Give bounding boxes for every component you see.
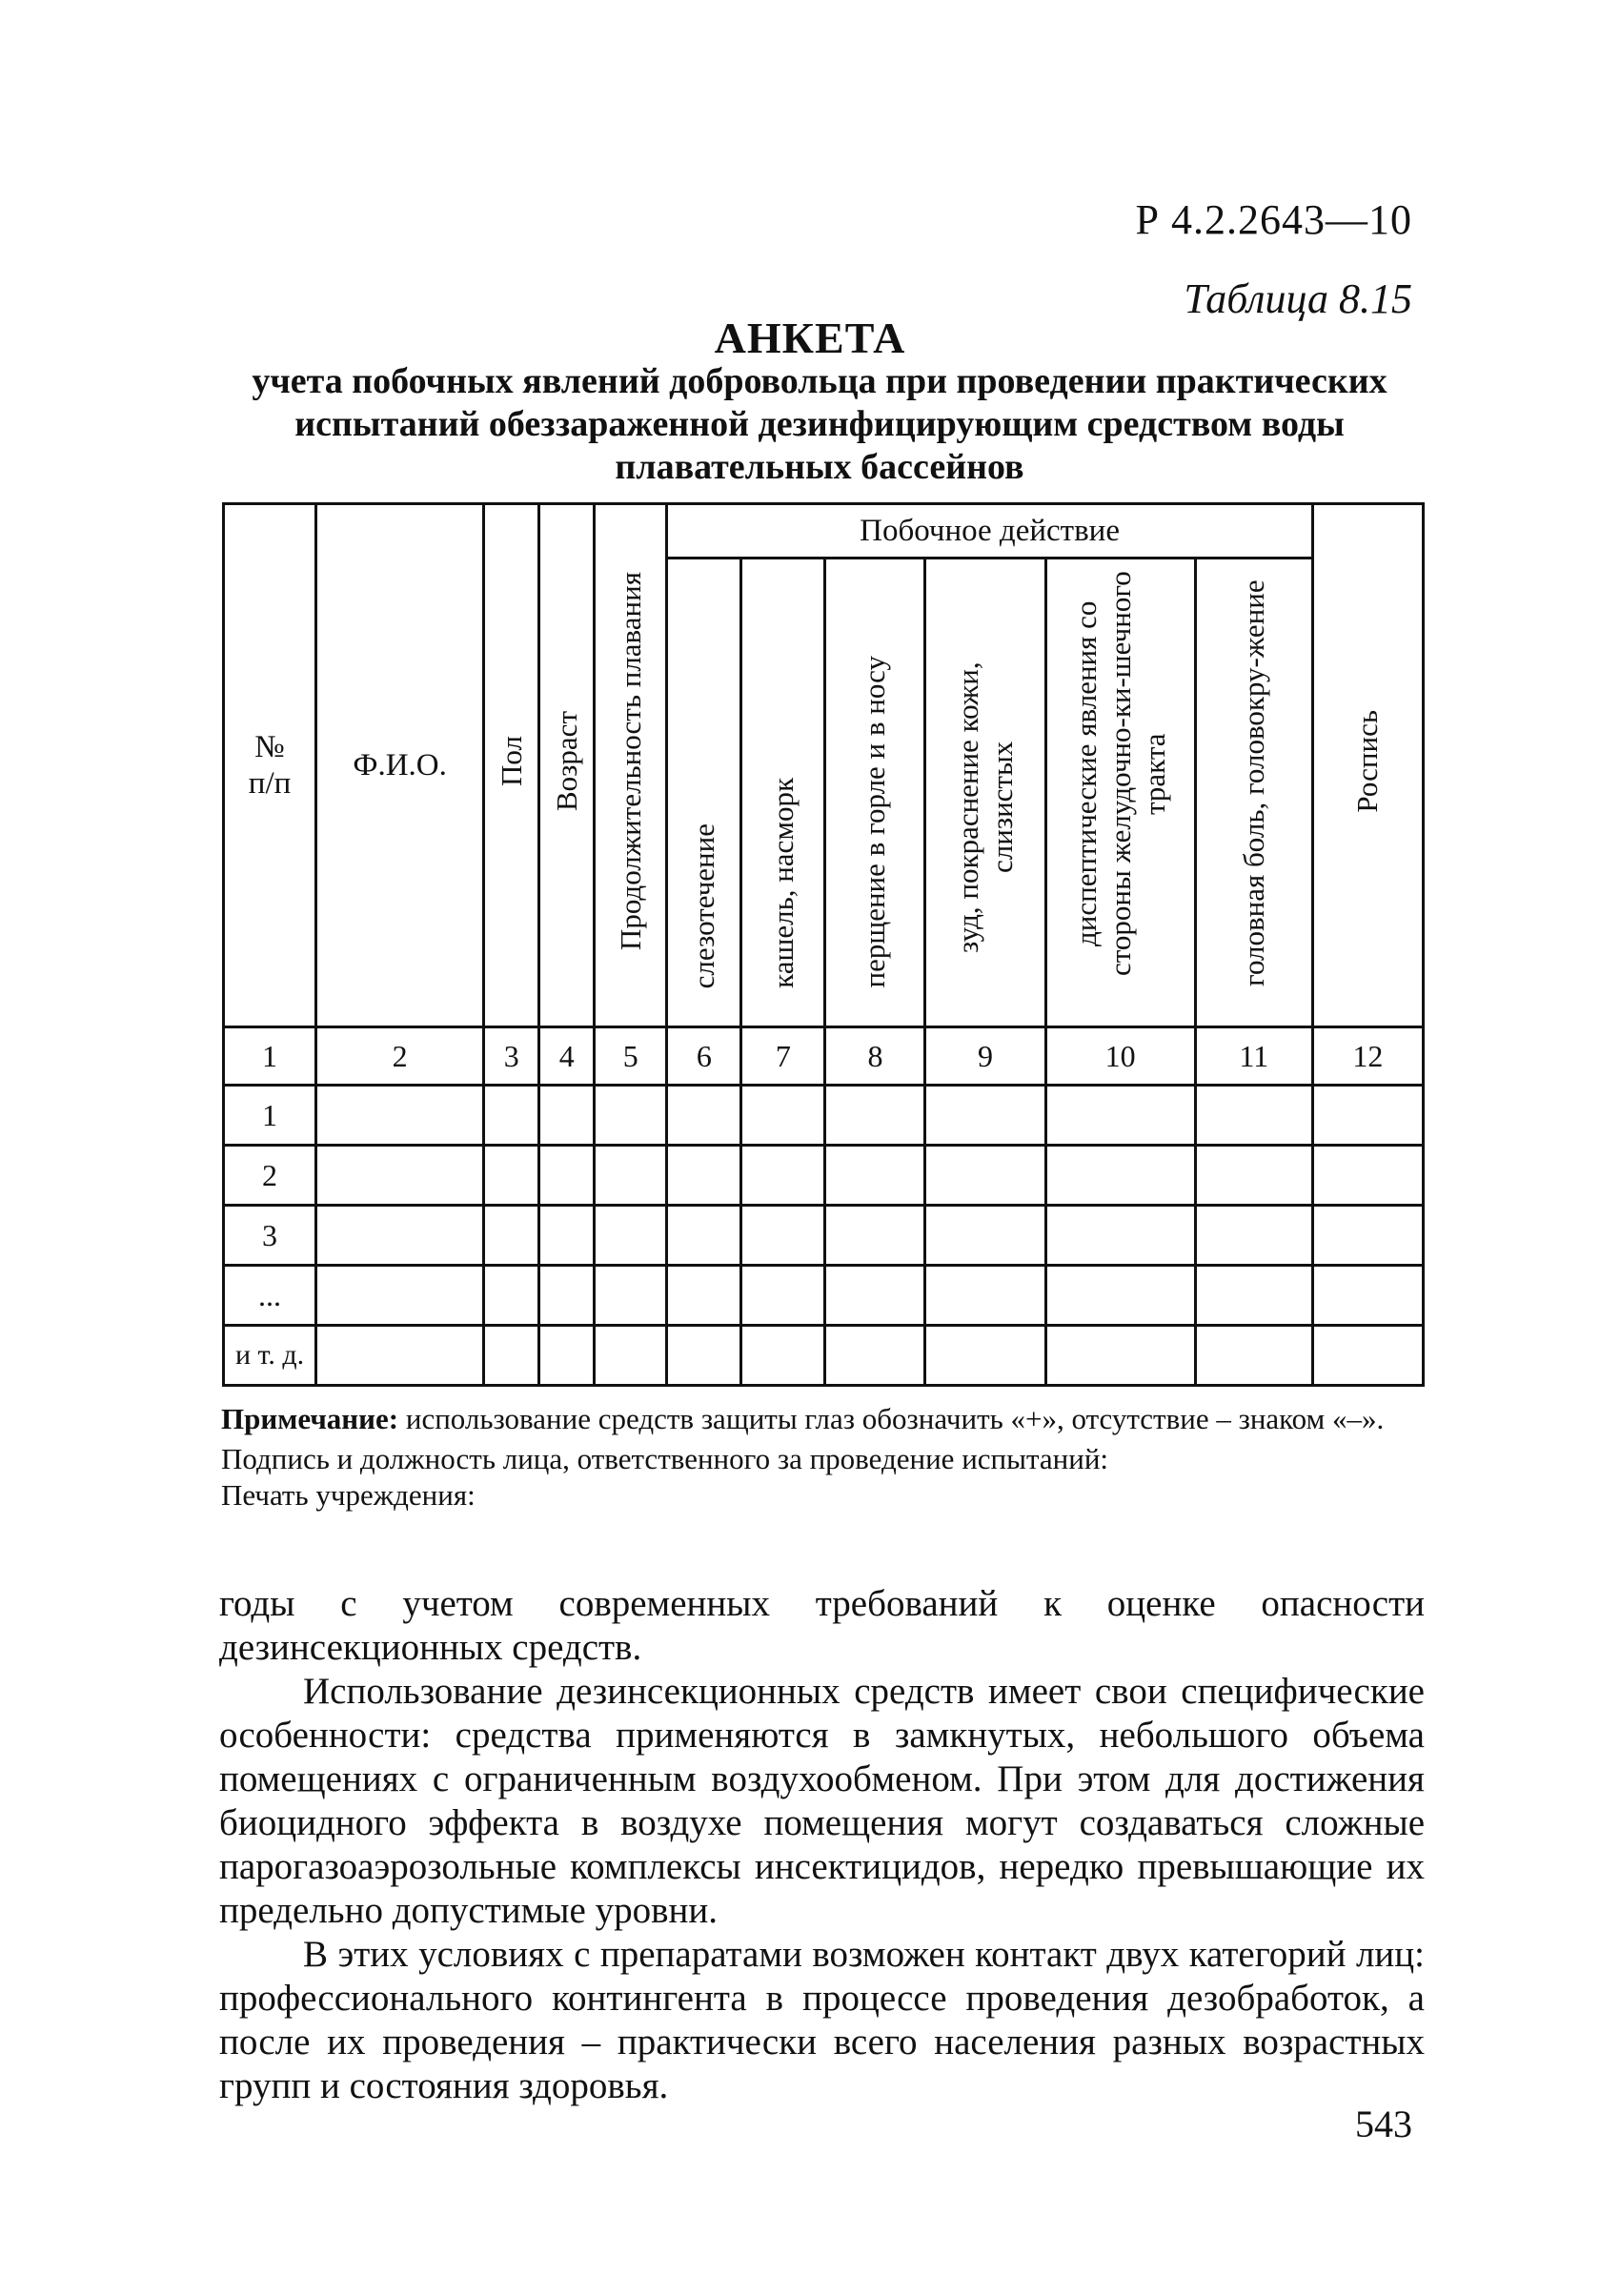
page-number: 543 bbox=[1355, 2103, 1412, 2145]
form-title: АНКЕТА bbox=[714, 314, 906, 362]
cell-se-2[interactable] bbox=[741, 1326, 825, 1386]
cell-duration[interactable] bbox=[595, 1146, 667, 1206]
document-code: Р 4.2.2643—10 bbox=[1135, 196, 1412, 243]
row-number: 2 bbox=[224, 1146, 316, 1206]
header-cell-sex bbox=[484, 504, 539, 1027]
note-label: Примечание: bbox=[221, 1402, 399, 1435]
header-se-5-label: диспептические явления со стороны желудочно-ки-шечного тракта bbox=[1068, 571, 1171, 977]
column-number: 2 bbox=[316, 1027, 484, 1086]
table-row bbox=[224, 1266, 1424, 1326]
cell-se-1[interactable] bbox=[667, 1326, 741, 1386]
cell-sex[interactable] bbox=[484, 1146, 539, 1206]
header-side-effects-label: Побочное действие bbox=[860, 513, 1120, 548]
row-number: 1 bbox=[224, 1086, 316, 1146]
row-number: ... bbox=[224, 1266, 316, 1326]
cell-se-1[interactable] bbox=[667, 1266, 741, 1326]
note-paragraph bbox=[221, 1401, 1422, 1437]
table-row bbox=[224, 1086, 1424, 1146]
cell-se-4[interactable] bbox=[925, 1086, 1045, 1146]
cell-se-4[interactable] bbox=[925, 1326, 1045, 1386]
cell-se-4[interactable] bbox=[925, 1146, 1045, 1206]
header-cell-se-1 bbox=[667, 559, 741, 1027]
header-se-6-label: головная боль, головокру-жение bbox=[1236, 579, 1270, 987]
cell-signature[interactable] bbox=[1312, 1326, 1423, 1386]
form-subtitle: учета побочных явлений добровольца при проведении практических испытаний обеззараженной дезинфицирующим средством воды плавательных бассейнов bbox=[252, 361, 1387, 487]
cell-fio[interactable] bbox=[316, 1206, 484, 1266]
column-number: 12 bbox=[1312, 1027, 1423, 1086]
header-cell-se-5 bbox=[1045, 559, 1195, 1027]
header-cell-age bbox=[539, 504, 595, 1027]
cell-sex[interactable] bbox=[484, 1206, 539, 1266]
header-cell-number bbox=[224, 504, 316, 1027]
cell-se-2[interactable] bbox=[741, 1146, 825, 1206]
column-number: 1 bbox=[224, 1027, 316, 1086]
header-cell-se-4 bbox=[925, 559, 1045, 1027]
header-cell-se-2 bbox=[741, 559, 825, 1027]
header-sex-label: Пол bbox=[494, 736, 528, 786]
header-se-3-label: перщение в горле и в носу bbox=[858, 656, 892, 988]
notes-block bbox=[221, 1401, 1422, 1514]
cell-age[interactable] bbox=[539, 1086, 595, 1146]
cell-signature[interactable] bbox=[1312, 1206, 1423, 1266]
header-cell-se-3 bbox=[825, 559, 925, 1027]
column-number: 8 bbox=[825, 1027, 925, 1086]
cell-se-4[interactable] bbox=[925, 1206, 1045, 1266]
column-number: 3 bbox=[484, 1027, 539, 1086]
cell-se-1[interactable] bbox=[667, 1206, 741, 1266]
cell-fio[interactable] bbox=[316, 1326, 484, 1386]
cell-se-5[interactable] bbox=[1045, 1146, 1195, 1206]
cell-sex[interactable] bbox=[484, 1266, 539, 1326]
cell-fio[interactable] bbox=[316, 1266, 484, 1326]
body-paragraph-2: Использование дезинсекционных средств имеет свои специфические особенности: средства применяются в замкнутых, небольшого объема помещениях с ограниченным воздухообменом. При этом для достижения биоцидного эффекта в воздухе помещения могут создаваться сложные парогазоаэрозольные комплексы инсектицидов, нередко превышающие их предельно допустимые уровни. bbox=[219, 1671, 1425, 1931]
body-text bbox=[219, 1582, 1425, 2108]
cell-fio[interactable] bbox=[316, 1086, 484, 1146]
cell-se-4[interactable] bbox=[925, 1266, 1045, 1326]
cell-sex[interactable] bbox=[484, 1086, 539, 1146]
cell-se-3[interactable] bbox=[825, 1146, 925, 1206]
cell-se-5[interactable] bbox=[1045, 1266, 1195, 1326]
questionnaire-table bbox=[222, 502, 1425, 1387]
body-paragraph-1: годы с учетом современных требований к оценке опасности дезинсекционных средств. bbox=[219, 1583, 1425, 1668]
cell-duration[interactable] bbox=[595, 1326, 667, 1386]
header-cell-duration bbox=[595, 504, 667, 1027]
cell-duration[interactable] bbox=[595, 1266, 667, 1326]
header-cell-se-6 bbox=[1195, 559, 1312, 1027]
cell-se-6[interactable] bbox=[1195, 1266, 1312, 1326]
header-cell-signature bbox=[1312, 504, 1423, 1027]
cell-se-5[interactable] bbox=[1045, 1326, 1195, 1386]
cell-se-3[interactable] bbox=[825, 1326, 925, 1386]
signature-line: Подпись и должность лица, ответственного за проведение испытаний: bbox=[221, 1442, 1109, 1475]
cell-se-3[interactable] bbox=[825, 1266, 925, 1326]
table-label: Таблица 8.15 bbox=[1184, 275, 1412, 322]
header-cell-fio bbox=[316, 504, 484, 1027]
header-row-1 bbox=[224, 504, 1424, 559]
cell-se-6[interactable] bbox=[1195, 1086, 1312, 1146]
cell-se-2[interactable] bbox=[741, 1206, 825, 1266]
column-number: 9 bbox=[925, 1027, 1045, 1086]
cell-se-6[interactable] bbox=[1195, 1326, 1312, 1386]
row-number: 3 bbox=[224, 1206, 316, 1266]
header-number-label: № п/п bbox=[248, 730, 292, 801]
column-number: 11 bbox=[1195, 1027, 1312, 1086]
cell-duration[interactable] bbox=[595, 1206, 667, 1266]
cell-se-5[interactable] bbox=[1045, 1086, 1195, 1146]
cell-se-5[interactable] bbox=[1045, 1206, 1195, 1266]
column-number: 4 bbox=[539, 1027, 595, 1086]
cell-se-6[interactable] bbox=[1195, 1146, 1312, 1206]
cell-signature[interactable] bbox=[1312, 1146, 1423, 1206]
cell-sex[interactable] bbox=[484, 1326, 539, 1386]
cell-se-3[interactable] bbox=[825, 1206, 925, 1266]
column-number: 5 bbox=[595, 1027, 667, 1086]
cell-se-1[interactable] bbox=[667, 1086, 741, 1146]
column-number: 10 bbox=[1045, 1027, 1195, 1086]
row-number: и т. д. bbox=[224, 1326, 316, 1386]
header-se-1-label: слезотечение bbox=[686, 823, 720, 988]
stamp-line: Печать учреждения: bbox=[221, 1478, 476, 1512]
table-row bbox=[224, 1146, 1424, 1206]
cell-se-2[interactable] bbox=[741, 1266, 825, 1326]
header-fio-label: Ф.И.О. bbox=[353, 747, 447, 782]
cell-se-2[interactable] bbox=[741, 1086, 825, 1146]
cell-age[interactable] bbox=[539, 1266, 595, 1326]
cell-signature[interactable] bbox=[1312, 1266, 1423, 1326]
header-cell-side-effects bbox=[667, 504, 1313, 559]
cell-age[interactable] bbox=[539, 1206, 595, 1266]
cell-age[interactable] bbox=[539, 1326, 595, 1386]
body-paragraph-3: В этих условиях с препаратами возможен контакт двух категорий лиц: профессионального контингента в процессе проведения дезобработок, а после их проведения – практически всего населения разных возрастных групп и состояния здоровья. bbox=[219, 1934, 1425, 2106]
table-row bbox=[224, 1206, 1424, 1266]
table-row bbox=[224, 1326, 1424, 1386]
cell-se-3[interactable] bbox=[825, 1086, 925, 1146]
cell-signature[interactable] bbox=[1312, 1086, 1423, 1146]
header-se-2-label: кашель, насморк bbox=[765, 778, 800, 988]
column-number: 6 bbox=[667, 1027, 741, 1086]
cell-age[interactable] bbox=[539, 1146, 595, 1206]
cell-duration[interactable] bbox=[595, 1086, 667, 1146]
cell-se-1[interactable] bbox=[667, 1146, 741, 1206]
column-number: 7 bbox=[741, 1027, 825, 1086]
header-duration-label: Продолжительность плавания bbox=[613, 571, 647, 951]
note-text: использование средств защиты глаз обозначить «+», отсутствие – знаком «–». bbox=[398, 1402, 1385, 1435]
header-age-label: Возраст bbox=[549, 711, 583, 811]
header-signature-label: Роспись bbox=[1350, 709, 1385, 813]
header-se-4-label: зуд, покраснение кожи, слизистых bbox=[951, 661, 1019, 953]
column-numbers-row bbox=[224, 1027, 1424, 1086]
cell-fio[interactable] bbox=[316, 1146, 484, 1206]
cell-se-6[interactable] bbox=[1195, 1206, 1312, 1266]
